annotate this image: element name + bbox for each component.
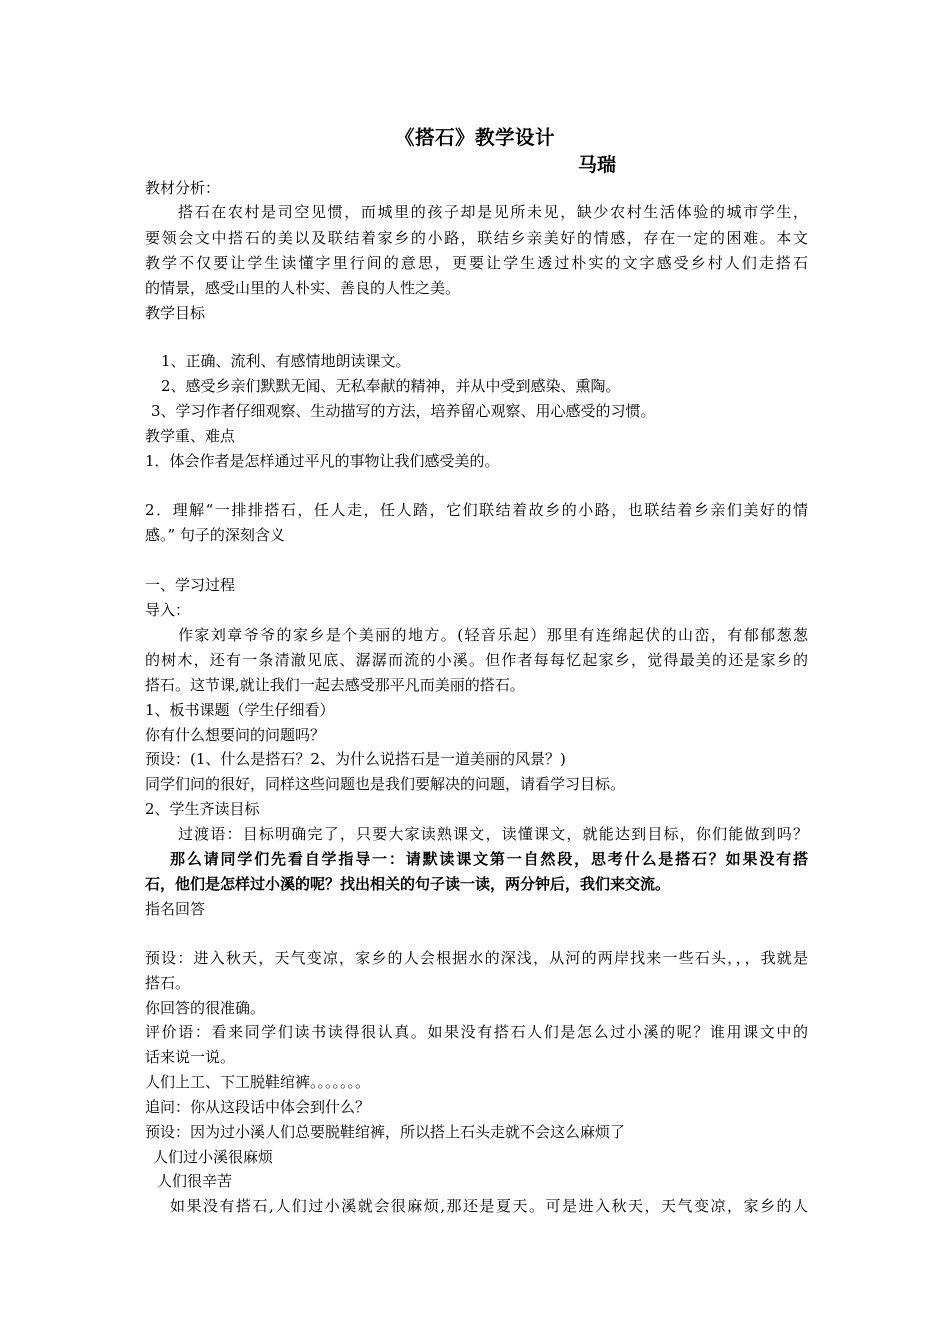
text-line: 教材分析：	[145, 179, 221, 197]
document-title: 《搭石》教学设计	[394, 126, 555, 149]
text-line: 2、学生齐读目标	[145, 800, 260, 818]
text-line: 搭石。	[145, 974, 191, 992]
text-line: 一、学习过程	[145, 576, 236, 594]
document-author: 马瑞	[578, 154, 617, 176]
text-line: 搭石。这节课,就让我们一起去感受那平凡而美丽的搭石。	[145, 676, 525, 694]
text-line: 预设：(1、什么是搭石？2、为什么说搭石是一道美丽的风景？)	[145, 750, 566, 768]
text-line: 追问：你从这段话中体会到什么？	[145, 1098, 371, 1116]
text-line: 预设：进入秋天，天气变凉，家乡的人会根据水的深浅，从河的两岸找来一些石头，，，我就是	[145, 949, 808, 967]
text-line: 如果没有搭石,人们过小溪就会很麻烦,那还是夏天。可是进入秋天，天气变凉，家乡的人	[170, 1197, 808, 1215]
text-line: 的情景，感受山里的人朴实、善良的人性之美。	[145, 279, 461, 297]
text-line: 预设：因为过小溪人们总要脱鞋绾裤，所以搭上石头走就不会这么麻烦了	[145, 1123, 626, 1141]
text-line: 教学目标	[145, 304, 206, 322]
text-line: 的树木，还有一条清澈见底、潺潺而流的小溪。但作者每每忆起家乡，觉得最美的还是家乡的	[145, 651, 808, 669]
text-line: 那么请同学们先看自学指导一：请默读课文第一自然段，思考什么是搭石？如果没有搭	[170, 850, 808, 868]
text-line: 人们过小溪很麻烦	[153, 1148, 274, 1166]
text-line: 3、学习作者仔细观察、生动描写的方法，培养留心观察、用心感受的习惯。	[151, 402, 656, 420]
text-line: 导入：	[145, 601, 191, 619]
text-line: 要领会文中搭石的美以及联结着家乡的小路，联结乡亲美好的情感，存在一定的困难。本文	[145, 229, 808, 247]
text-line: 教学不仅要让学生读懂字里行间的意思，更要让学生透过朴实的文字感受乡村人们走搭石	[145, 254, 808, 272]
text-line: 1、正确、流利、有感情地朗读课文。	[161, 352, 411, 370]
text-line: 话来说一说。	[145, 1048, 236, 1066]
text-line: 人们上工、下工脱鞋绾裤。。。。。。。	[145, 1073, 371, 1091]
text-line: 你有什么想要问的问题吗？	[145, 726, 326, 744]
text-line: 2．理解“一排排搭石，任人走，任人踏，它们联结着故乡的小路，也联结着乡亲们美好的情	[145, 501, 808, 519]
text-line: 指名回答	[145, 900, 206, 918]
text-line: 过渡语：目标明确完了，只要大家读熟课文，读懂课文，就能达到目标，你们能做到吗？	[178, 825, 808, 843]
text-line: 教学重、难点	[145, 427, 236, 445]
text-line: 1．体会作者是怎样通过平凡的事物让我们感受美的。	[145, 452, 500, 470]
text-line: 搭石在农村是司空见惯，而城里的孩子却是见所未见，缺少农村生活体验的城市学生，	[178, 203, 808, 221]
text-line: 1、板书课题（学生仔细看）	[145, 701, 335, 719]
text-line: 石，他们是怎样过小溪的呢？找出相关的句子读一读，两分钟后，我们来交流。	[145, 875, 671, 893]
text-line: 同学们问的很好，同样这些问题也是我们要解决的问题，请看学习目标。	[145, 775, 626, 793]
text-line: 感。” 句子的深刻含义	[145, 526, 285, 544]
text-line: 人们很辛苦	[157, 1172, 233, 1190]
text-line: 作家刘章爷爷的家乡是个美丽的地方。(轻音乐起）那里有连绵起伏的山峦，有郁郁葱葱	[178, 626, 808, 644]
text-line: 评价语：看来同学们读书读得很认真。如果没有搭石人们是怎么过小溪的呢？谁用课文中的	[145, 1023, 808, 1041]
text-line: 2、感受乡亲们默默无闻、无私奉献的精神，并从中受到感染、熏陶。	[161, 377, 621, 395]
text-line: 你回答的很准确。	[145, 999, 266, 1017]
